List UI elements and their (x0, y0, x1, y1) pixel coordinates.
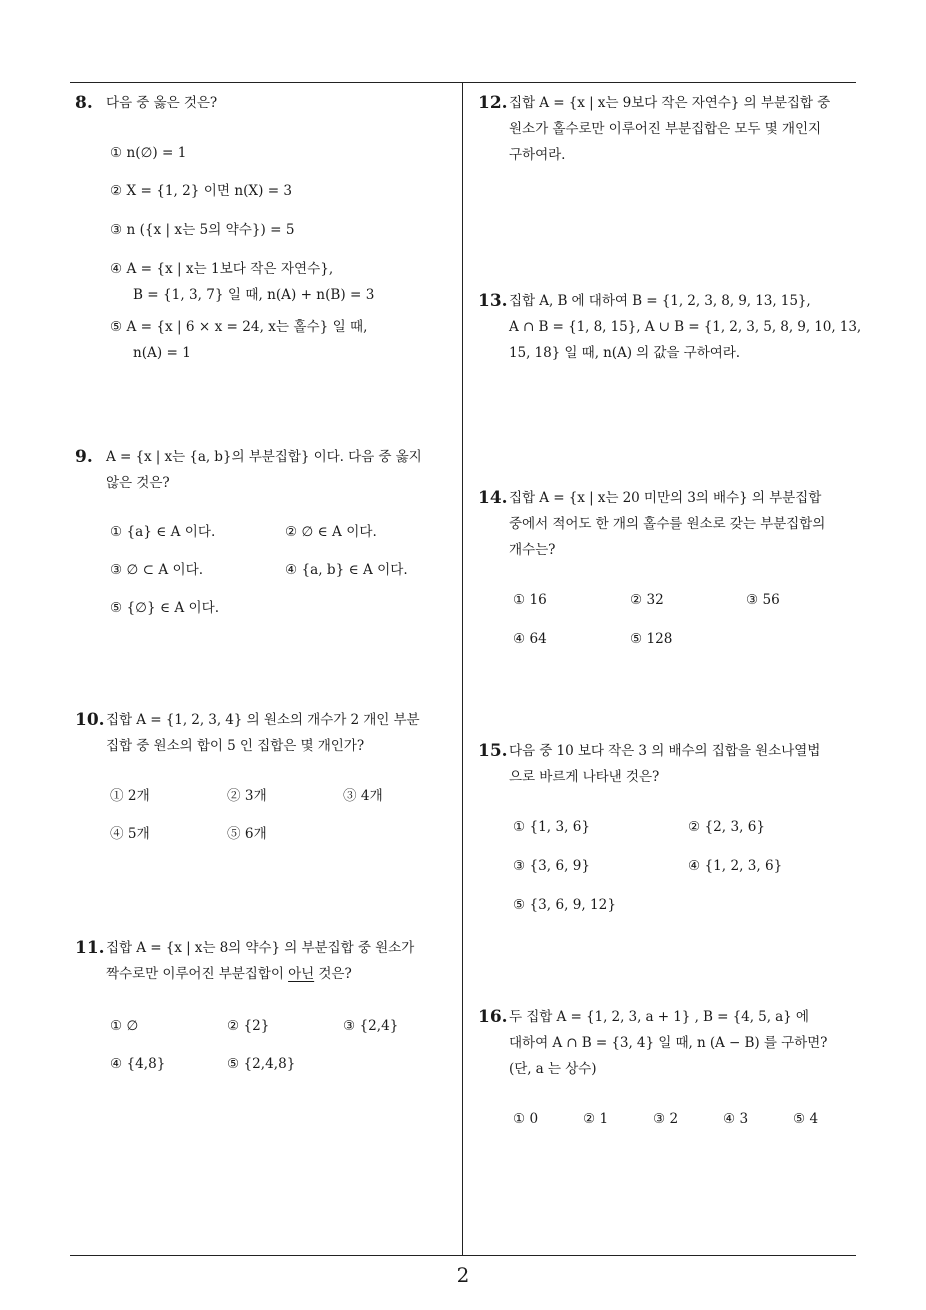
problem-9 (75, 444, 459, 496)
choice-3[interactable]: ③ {3, 6, 9} (513, 858, 591, 874)
problem-number: 12. (478, 93, 508, 113)
problem-number: 10. (75, 710, 105, 730)
problem-question: A = {x | x는 {a, b}의 부분집합} 이다. 다음 중 옳지 않은 것은? (106, 449, 422, 491)
choice-3[interactable]: ③ 2 (653, 1111, 679, 1127)
problem-number: 11. (75, 938, 105, 958)
problem-number: 13. (478, 291, 508, 311)
page-number: 2 (456, 1263, 470, 1287)
choice-2[interactable]: ② {2} (227, 1018, 270, 1034)
choice-4-cont: B = {1, 3, 7} 일 때, n(A) + n(B) = 3 (133, 287, 375, 303)
choice-2[interactable]: ② {2, 3, 6} (688, 819, 766, 835)
choice-5[interactable]: ⑤ 4 (793, 1111, 819, 1127)
problem-question: 집합 A = {x | x는 8의 약수} 의 부분집합 중 원소가 짝수로만 이루어진 부분집합이 아닌 것은? (106, 940, 415, 982)
choice-5[interactable]: ⑤ {∅} ∈ A 이다. (110, 600, 220, 616)
problem-number: 15. (478, 741, 508, 761)
problem-16 (478, 1004, 862, 1082)
problem-question: 다음 중 옳은 것은? (106, 95, 218, 111)
choice-1[interactable]: ① {1, 3, 6} (513, 819, 591, 835)
choice-3[interactable]: ③ 4개 (343, 788, 383, 804)
choice-4[interactable]: ④ 5개 (110, 826, 150, 842)
problem-8 (75, 90, 459, 116)
choice-4[interactable]: ④ 64 (513, 631, 547, 647)
choice-3[interactable]: ③ 56 (746, 592, 780, 608)
problem-question: 집합 A = {x | x는 20 미만의 3의 배수} 의 부분집합 중에서 적어도 한 개의 홀수를 원소로 갖는 부분집합의 개수는? (509, 490, 826, 558)
choice-3[interactable]: ③ n ({x | x는 5의 약수}) = 5 (110, 222, 295, 238)
problem-number: 14. (478, 488, 508, 508)
choice-2[interactable]: ② 32 (630, 592, 664, 608)
choice-5[interactable]: ⑤ {2,4,8} (227, 1056, 296, 1072)
choice-5[interactable]: ⑤ 128 (630, 631, 673, 647)
choice-1[interactable]: ① n(∅) = 1 (110, 145, 187, 161)
choice-3[interactable]: ③ ∅ ⊂ A 이다. (110, 562, 204, 578)
problem-question: 집합 A = {1, 2, 3, 4} 의 원소의 개수가 2 개인 부분 집합 중 원소의 합이 5 인 집합은 몇 개인가? (106, 712, 420, 754)
choice-1[interactable]: ① ∅ (110, 1018, 139, 1034)
choice-2[interactable]: ② ∅ ∈ A 이다. (285, 524, 377, 540)
choice-1[interactable]: ① 16 (513, 592, 547, 608)
problem-question: 집합 A = {x | x는 9보다 작은 자연수} 의 부분집합 중 원소가 홀수로만 이루어진 부분집합은 모두 몇 개인지 구하여라. (509, 95, 831, 163)
choice-5[interactable]: ⑤ {3, 6, 9, 12} (513, 897, 616, 913)
problem-11 (75, 935, 459, 987)
problem-15 (478, 738, 862, 790)
problem-14 (478, 485, 862, 563)
choice-5[interactable]: ⑤ A = {x | 6 × x = 24, x는 홀수} 일 때, (110, 319, 368, 335)
choice-4[interactable]: ④ {a, b} ∈ A 이다. (285, 562, 408, 578)
choice-4[interactable]: ④ 3 (723, 1111, 749, 1127)
choice-1[interactable]: ① 2개 (110, 788, 150, 804)
choice-3[interactable]: ③ {2,4} (343, 1018, 399, 1034)
choice-5-cont: n(A) = 1 (133, 345, 191, 361)
choice-4[interactable]: ④ A = {x | x는 1보다 작은 자연수}, (110, 261, 334, 277)
choice-1[interactable]: ① {a} ∈ A 이다. (110, 524, 216, 540)
problem-12 (478, 90, 862, 168)
choice-4[interactable]: ④ {4,8} (110, 1056, 166, 1072)
top-rule (70, 82, 856, 83)
problem-number: 16. (478, 1007, 508, 1027)
problem-number: 9. (75, 447, 93, 467)
problem-question: 집합 A, B 에 대하여 B = {1, 2, 3, 8, 9, 13, 15}, A ∩ B = {1, 8, 15}, A ∪ B = {1, 2, 3, 5, 8, 9, 10, 13, 15, 18} 일 때, n(A) 의 값을 구하여라. (509, 293, 862, 361)
problem-13 (478, 288, 862, 366)
problem-number: 8. (75, 93, 93, 113)
bottom-rule (70, 1255, 856, 1256)
column-divider (462, 82, 463, 1255)
problem-question: 다음 중 10 보다 작은 3 의 배수의 집합을 원소나열법 으로 바르게 나타낸 것은? (509, 743, 821, 785)
problem-10 (75, 707, 459, 759)
choice-2[interactable]: ② 3개 (227, 788, 267, 804)
choice-4[interactable]: ④ {1, 2, 3, 6} (688, 858, 783, 874)
choice-2[interactable]: ② X = {1, 2} 이면 n(X) = 3 (110, 183, 293, 199)
choice-5[interactable]: ⑤ 6개 (227, 826, 267, 842)
problem-question: 두 집합 A = {1, 2, 3, a + 1} , B = {4, 5, a} 에 대하여 A ∩ B = {3, 4} 일 때, n (A − B) 를 구하면? (단, a 는 상수) (509, 1009, 828, 1077)
emphasis-underline: 아닌 (288, 966, 315, 982)
choice-1[interactable]: ① 0 (513, 1111, 539, 1127)
choice-2[interactable]: ② 1 (583, 1111, 609, 1127)
